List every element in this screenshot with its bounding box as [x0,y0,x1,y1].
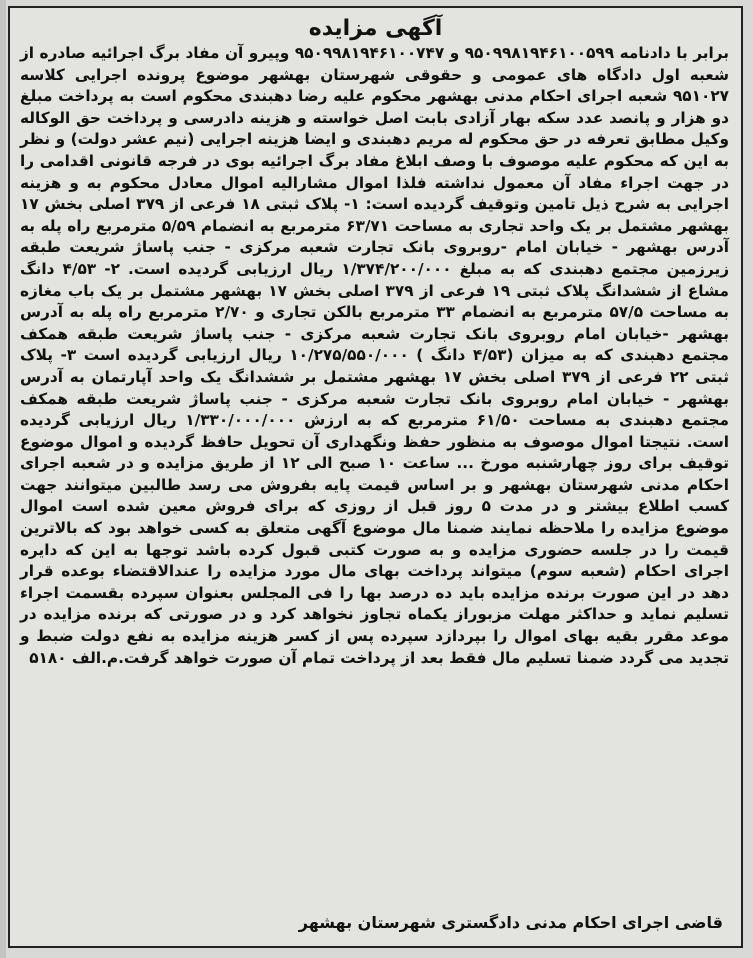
notice-body: برابر با دادنامه ۹۵۰۹۹۸۱۹۴۶۱۰۰۵۹۹ و ۹۵۰۹۹۸۱۹۴۶۱۰۰۷۴۷ وپیرو آن مفاد برگ اجرائیه صادره از شعبه اول دادگاه های عمومی و حقوقی شهرستان بهشهر موضوع پرونده اجرایی کلاسه ۹۵۱۰۲۷ شعبه اجرای احکام مدنی بهشهر محکوم علیه رضا دهبندی محکوم است به پرداخت مبلغ دو هزار و پانصد عدد سکه بهار آزادی بابت اصل خواسته و هزینه دادرسی و پرداخت حق الوکاله وکیل مطابق تعرفه در حق محکوم له مریم دهبندی و ایضا هزینه اجرایی (نیم عشر دولت) و نظر به این که محکوم علیه موصوف با وصف ابلاغ مفاد برگ اجرائیه بوی در فرجه قانونی اقدامی را در جهت اجراء مفاد آن معمول نداشته فلذا اموال مشارالیه اموال معادل محکوم به و هزینه اجرایی به شرح ذیل تامین وتوقیف گردیده است: ۱- پلاک ثبتی ۱۸ فرعی از ۳۷۹ اصلی بخش ۱۷ بهشهر مشتمل بر یک واحد تجاری به مساحت ۶۳/۷۱ مترمربع به انضمام ۵/۵۹ مترمربع راه پله به آدرس بهشهر - خیابان امام -روبروی بانک تجارت شعبه مرکزی - جنب پاساژ شریعت طبقه زیرزمین مجتمع دهبندی که به مبلغ ۱/۳۷۴/۲۰۰/۰۰۰ ریال ارزیابی گردیده است. ۲- ۴/۵۳ دانگ مشاع از ششدانگ پلاک ثبتی ۱۹ فرعی از ۳۷۹ اصلی بخش ۱۷ بهشهر مشتمل بر یک باب مغازه به مساحت ۵۷/۵ مترمربع به انضمام ۳۳ مترمربع بالکن تجاری و ۲/۷۰ مترمربع راه پله به آدرس بهشهر -خیابان امام روبروی بانک تجارت شعبه مرکزی - جنب پاساژ شریعت طبقه همکف مجتمع دهبندی که به میزان (۴/۵۳ دانگ ) ۱۰/۲۷۵/۵۵۰/۰۰۰ ریال ارزیابی گردیده است ۳- پلاک ثبتی ۲۲ فرعی از ۳۷۹ اصلی بخش ۱۷ بهشهر مشتمل بر ششدانگ یک واحد آپارتمان به آدرس بهشهر - خیابان امام روبروی بانک تجارت شعبه مرکزی - جنب پاساژ شریعت طبقه همکف مجتمع دهبندی به مساحت ۶۱/۵۰ مترمربع که به ارزش ۱/۳۳۰/۰۰۰/۰۰۰ ریال ارزیابی گردیده است. نتیجتا اموال موصوف به منظور حفظ ونگهداری آن تحویل حافظ گردیده و اموال موضوع توقیف برای روز چهارشنبه مورخ ... ساعت ۱۰ صبح الی ۱۲ از طریق مزایده و در شعبه اجرای احکام مدنی شهرستان بهشهر و بر اساس قیمت پایه بفروش می رسد طالبین میتوانند جهت کسب اطلاع بیشتر و در مدت ۵ روز قبل از روزی که برای فروش معین شده است اموال موضوع مزایده را ملاحظه نمایند ضمنا مال موضوع آگهی متعلق به کسی خواهد بود که بالاترین قیمت را در جلسه حضوری مزایده و به صورت کتبی قبول کرده باشد توجها به این که دایره اجرای احکام (شعبه سوم) میتواند پرداخت بهای مال مورد مزایده را عندالاقتضاء بوعده قرار دهد در این صورت برنده مزایده باید ده درصد بها را فی المجلس بعنوان سپرده بقسمت اجراء تسلیم نماید و حداکثر مهلت مزبوراز یکماه تجاوز نخواهد کرد و در صورتی که برنده مزایده در موعد مقرر بقیه بهای اموال را بپردازد سپرده پس از کسر هزینه مزایده به نفع دولت ضبط و تجدید می گردد ضمنا تسلیم مال فقط بعد از پرداخت تمام آن صورت خواهد گرفت.م.الف ۵۱۸۰ [20,44,730,667]
page-edge [0,0,6,958]
notice-signature: قاضی اجرای احکام مدنی دادگستری شهرستان بهشهر [298,913,723,932]
auction-notice [8,6,743,948]
notice-title: آگهی مزایده [308,16,443,41]
